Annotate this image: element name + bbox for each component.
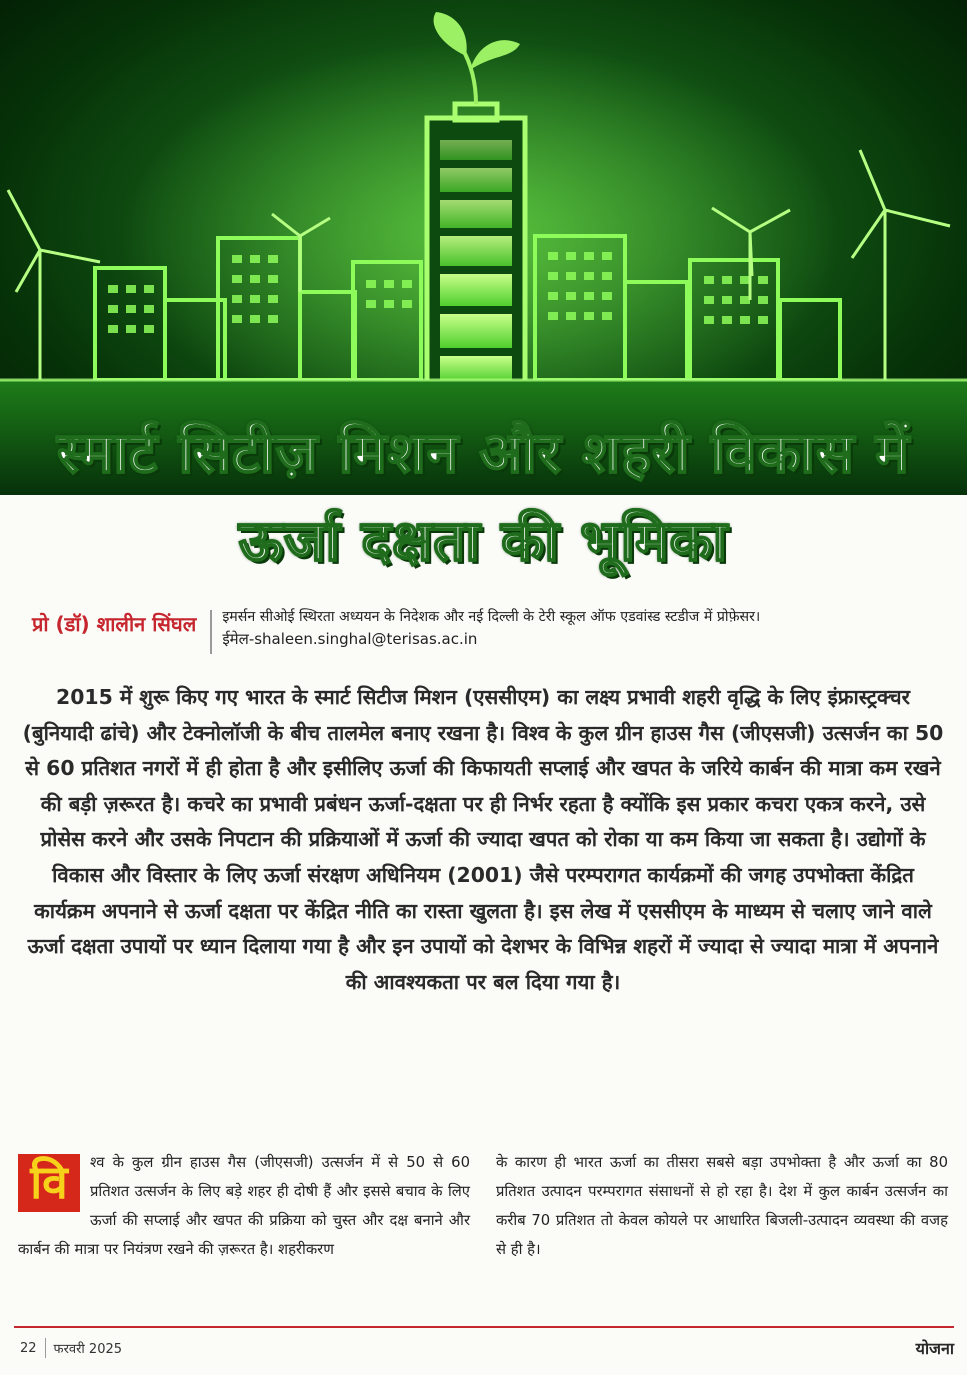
battery-tower — [427, 104, 525, 388]
drop-cap: वि — [18, 1154, 80, 1212]
author-info — [222, 606, 760, 650]
byline-divider — [210, 610, 212, 654]
article-abstract: 2015 में शुरू किए गए भारत के स्मार्ट सिटीज मिशन (एससीएम) का लक्ष्य प्रभावी शहरी वृद्धि के लिए इंफ्रास्ट्रक्चर (बुनियादी ढांचे) और टेक्नोलॉजी के बीच तालमेल बनाए रखना है। विश्व के कुल ग्रीन हाउस गैस (जीएसजी) उत्सर्जन का 50 से 60 प्रतिशत नगरों में ही होता है और इसीलिए ऊर्जा की किफायती सप्लाई और खपत के जरिये कार्बन की मात्रा कम रखने की बड़ी ज़रूरत है। कचरे का प्रभावी प्रबंधन ऊर्जा-दक्षता पर ही निर्भर रहता है क्योंकि इस प्रकार कचरा एकत्र करने, उसे प्रोसेस करने और उसके निपटान की प्रक्रियाओं में ऊर्जा की ज्यादा खपत को रोका या कम किया जा सकता है। उद्योगों के विकास और विस्तार के लिए ऊर्जा संरक्षण अधिनियम (2001) जैसे परम्परागत कार्यक्रमों की जगह उपभोक्ता केंद्रित कार्यक्रम अपनाने से ऊर्जा दक्षता पर केंद्रित नीति का रास्ता खुलता है। इस लेख में एससीएम के माध्यम से चलाए जाने वाले ऊर्जा दक्षता उपायों पर ध्यान दिलाया गया है और इन उपायों को देशभर के विभिन्न शहरों में ज्यादा से ज्यादा मात्रा में अपनाने की आवश्यकता पर बल दिया गया है। — [22, 685, 944, 994]
body-columns — [18, 1148, 948, 1308]
author-designation: इमर्सन सीओई स्थिरता अध्ययन के निदेशक और नई दिल्ली के टेरी स्कूल ऑफ एडवांस्ड स्टडीज में प्रोफ़ेसर। — [222, 609, 761, 625]
author-name: प्रो (डॉ) शालीन सिंघल — [32, 612, 197, 636]
article-title — [0, 418, 967, 490]
title-line-2: ऊर्जा दक्षता की भूमिका — [238, 509, 729, 574]
column-2-text: के कारण ही भारत ऊर्जा का तीसरा सबसे बड़ा उपभोक्ता है और ऊर्जा का 80 प्रतिशत उत्पादन परम्परागत संसाधनों से हो रहा है। देश में कुल कार्बन उत्सर्जन का करीब 70 प्रतिशत तो केवल कोयले पर आधारित बिजली-उत्पादन व्यवस्था की वजह से ही है। — [496, 1154, 948, 1258]
page-footer — [14, 1334, 954, 1362]
issue-date: फरवरी 2025 — [53, 1342, 123, 1357]
author-email[interactable]: ईमेल-shaleen.singhal@terisas.ac.in — [222, 630, 478, 648]
hero-banner — [0, 0, 967, 495]
article-title-continued — [0, 500, 967, 578]
footer-rule — [14, 1326, 954, 1328]
body-column-1 — [18, 1148, 470, 1308]
footer-separator — [45, 1338, 46, 1358]
column-1-text: श्व के कुल ग्रीन हाउस गैस (जीएसजी) उत्सर्जन में से 50 से 60 प्रतिशत उत्सर्जन के लिए बड़े शहर ही दोषी हैं और इससे बचाव के लिए ऊर्जा की सप्लाई और खपत की प्रक्रिया को चुस्त और दक्ष बनाने और कार्बन की मात्रा पर नियंत्रण रखने की ज़रूरत है। शहरीकरण — [18, 1154, 470, 1258]
byline — [32, 606, 947, 658]
page-number: 22 — [20, 1340, 37, 1356]
magazine-name: योजना — [915, 1339, 954, 1358]
title-line-1: स्मार्ट सिटीज़ मिशन और शहरी विकास में — [57, 421, 910, 486]
body-column-2 — [496, 1148, 948, 1308]
